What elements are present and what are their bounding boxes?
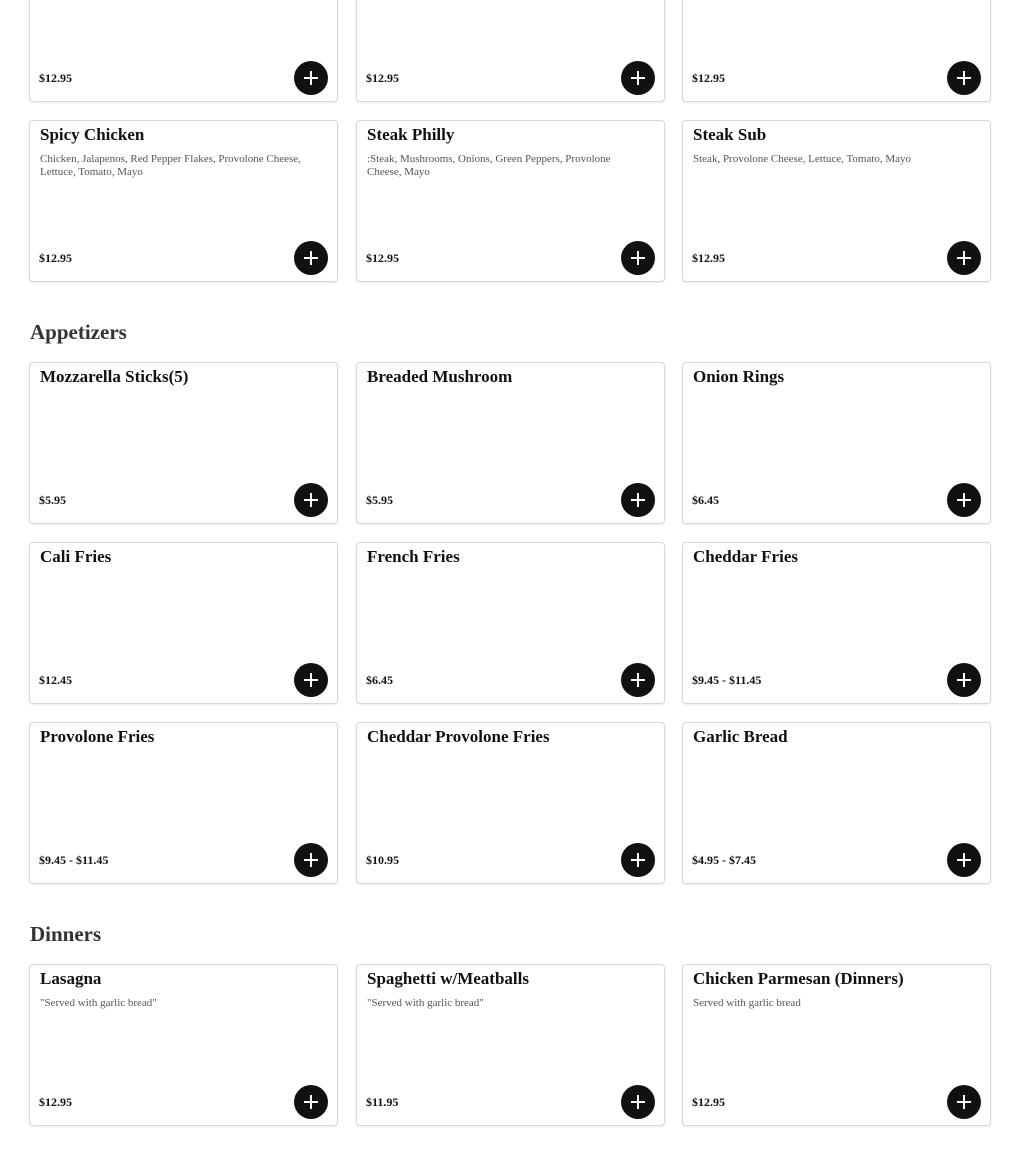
item-description: Steak, Provolone Cheese, Lettuce, Tomato, Mayo (693, 153, 912, 165)
item-description: :Steak, Mushrooms, Onions, Green Peppers, Provolone Cheese, Mayo (367, 153, 611, 178)
add-to-cart-button[interactable] (621, 1085, 655, 1119)
menu-item-card[interactable] (356, 542, 665, 704)
plus-icon (956, 250, 972, 266)
item-name: Lasagna (40, 969, 102, 988)
add-to-cart-button[interactable] (947, 61, 981, 95)
item-price: $12.95 (692, 251, 725, 265)
add-to-cart-button[interactable] (294, 61, 328, 95)
item-name: Cheddar Fries (693, 547, 798, 566)
item-name: Spicy Chicken (40, 125, 145, 144)
plus-icon (630, 672, 646, 688)
plus-icon (956, 672, 972, 688)
item-price: $6.45 (692, 493, 719, 507)
item-name: Steak Philly (367, 125, 455, 144)
menu-item-card[interactable] (29, 722, 338, 884)
item-price: $5.95 (366, 493, 393, 507)
item-name: Cali Fries (40, 547, 112, 566)
item-price: $12.45 (39, 673, 72, 687)
plus-icon (303, 1094, 319, 1110)
add-to-cart-button[interactable] (294, 241, 328, 275)
item-price: $12.95 (39, 251, 72, 265)
menu-item-card[interactable] (682, 964, 991, 1126)
menu-item-card[interactable] (29, 542, 338, 704)
add-to-cart-button[interactable] (947, 241, 981, 275)
item-name: Spaghetti w/Meatballs (367, 969, 529, 988)
item-description: Served with garlic bread (693, 997, 801, 1009)
plus-icon (303, 250, 319, 266)
add-to-cart-button[interactable] (294, 483, 328, 517)
menu-item-card[interactable] (682, 722, 991, 884)
section-title-appetizers: Appetizers (30, 320, 127, 344)
plus-icon (630, 492, 646, 508)
plus-icon (303, 492, 319, 508)
add-to-cart-button[interactable] (947, 843, 981, 877)
item-name: Provolone Fries (40, 727, 155, 746)
item-name: Chicken Parmesan (Dinners) (693, 969, 904, 988)
item-price: $12.95 (692, 71, 725, 85)
add-to-cart-button[interactable] (294, 843, 328, 877)
item-price: $9.45 - $11.45 (692, 673, 762, 687)
menu-item-card[interactable] (356, 362, 665, 524)
plus-icon (956, 492, 972, 508)
menu-item-card[interactable] (29, 362, 338, 524)
plus-icon (956, 1094, 972, 1110)
menu-item-card[interactable] (29, 120, 338, 282)
item-description: "Served with garlic bread" (367, 997, 484, 1009)
add-to-cart-button[interactable] (294, 1085, 328, 1119)
menu-item-card[interactable] (356, 964, 665, 1126)
section-title-dinners: Dinners (30, 922, 102, 946)
menu-item-card[interactable] (356, 0, 665, 102)
plus-icon (956, 70, 972, 86)
menu-item-card[interactable] (682, 362, 991, 524)
item-price: $12.95 (39, 1095, 72, 1109)
item-price: $12.95 (366, 251, 399, 265)
menu-item-card[interactable] (356, 722, 665, 884)
plus-icon (303, 672, 319, 688)
add-to-cart-button[interactable] (621, 843, 655, 877)
item-name: Garlic Bread (693, 727, 788, 746)
item-price: $4.95 - $7.45 (692, 853, 756, 867)
menu-item-card[interactable] (29, 0, 338, 102)
menu-item-card[interactable] (682, 542, 991, 704)
add-to-cart-button[interactable] (621, 241, 655, 275)
item-name: Mozzarella Sticks(5) (40, 367, 189, 386)
add-to-cart-button[interactable] (621, 663, 655, 697)
plus-icon (303, 70, 319, 86)
item-name: French Fries (367, 547, 460, 566)
plus-icon (303, 852, 319, 868)
add-to-cart-button[interactable] (947, 663, 981, 697)
plus-icon (630, 250, 646, 266)
menu-item-card[interactable] (29, 964, 338, 1126)
item-name: Breaded Mushroom (367, 367, 513, 386)
item-name: Onion Rings (693, 367, 785, 386)
item-price: $5.95 (39, 493, 66, 507)
item-name: Cheddar Provolone Fries (367, 727, 550, 746)
item-description: Chicken, Jalapenos, Red Pepper Flakes, Provolone Cheese, Lettuce, Tomato, Mayo (40, 153, 301, 178)
menu-item-card[interactable] (682, 0, 991, 102)
item-price: $6.45 (366, 673, 393, 687)
plus-icon (956, 852, 972, 868)
item-price: $12.95 (39, 71, 72, 85)
menu-item-card[interactable] (682, 120, 991, 282)
item-name: Steak Sub (693, 125, 767, 144)
add-to-cart-button[interactable] (294, 663, 328, 697)
plus-icon (630, 1094, 646, 1110)
add-to-cart-button[interactable] (947, 483, 981, 517)
item-description: "Served with garlic bread" (40, 997, 157, 1009)
item-price: $12.95 (692, 1095, 725, 1109)
item-price: $12.95 (366, 71, 399, 85)
item-price: $11.95 (366, 1095, 399, 1109)
add-to-cart-button[interactable] (621, 61, 655, 95)
plus-icon (630, 852, 646, 868)
add-to-cart-button[interactable] (947, 1085, 981, 1119)
plus-icon (630, 70, 646, 86)
item-price: $10.95 (366, 853, 399, 867)
menu-item-card[interactable] (356, 120, 665, 282)
add-to-cart-button[interactable] (621, 483, 655, 517)
item-price: $9.45 - $11.45 (39, 853, 109, 867)
